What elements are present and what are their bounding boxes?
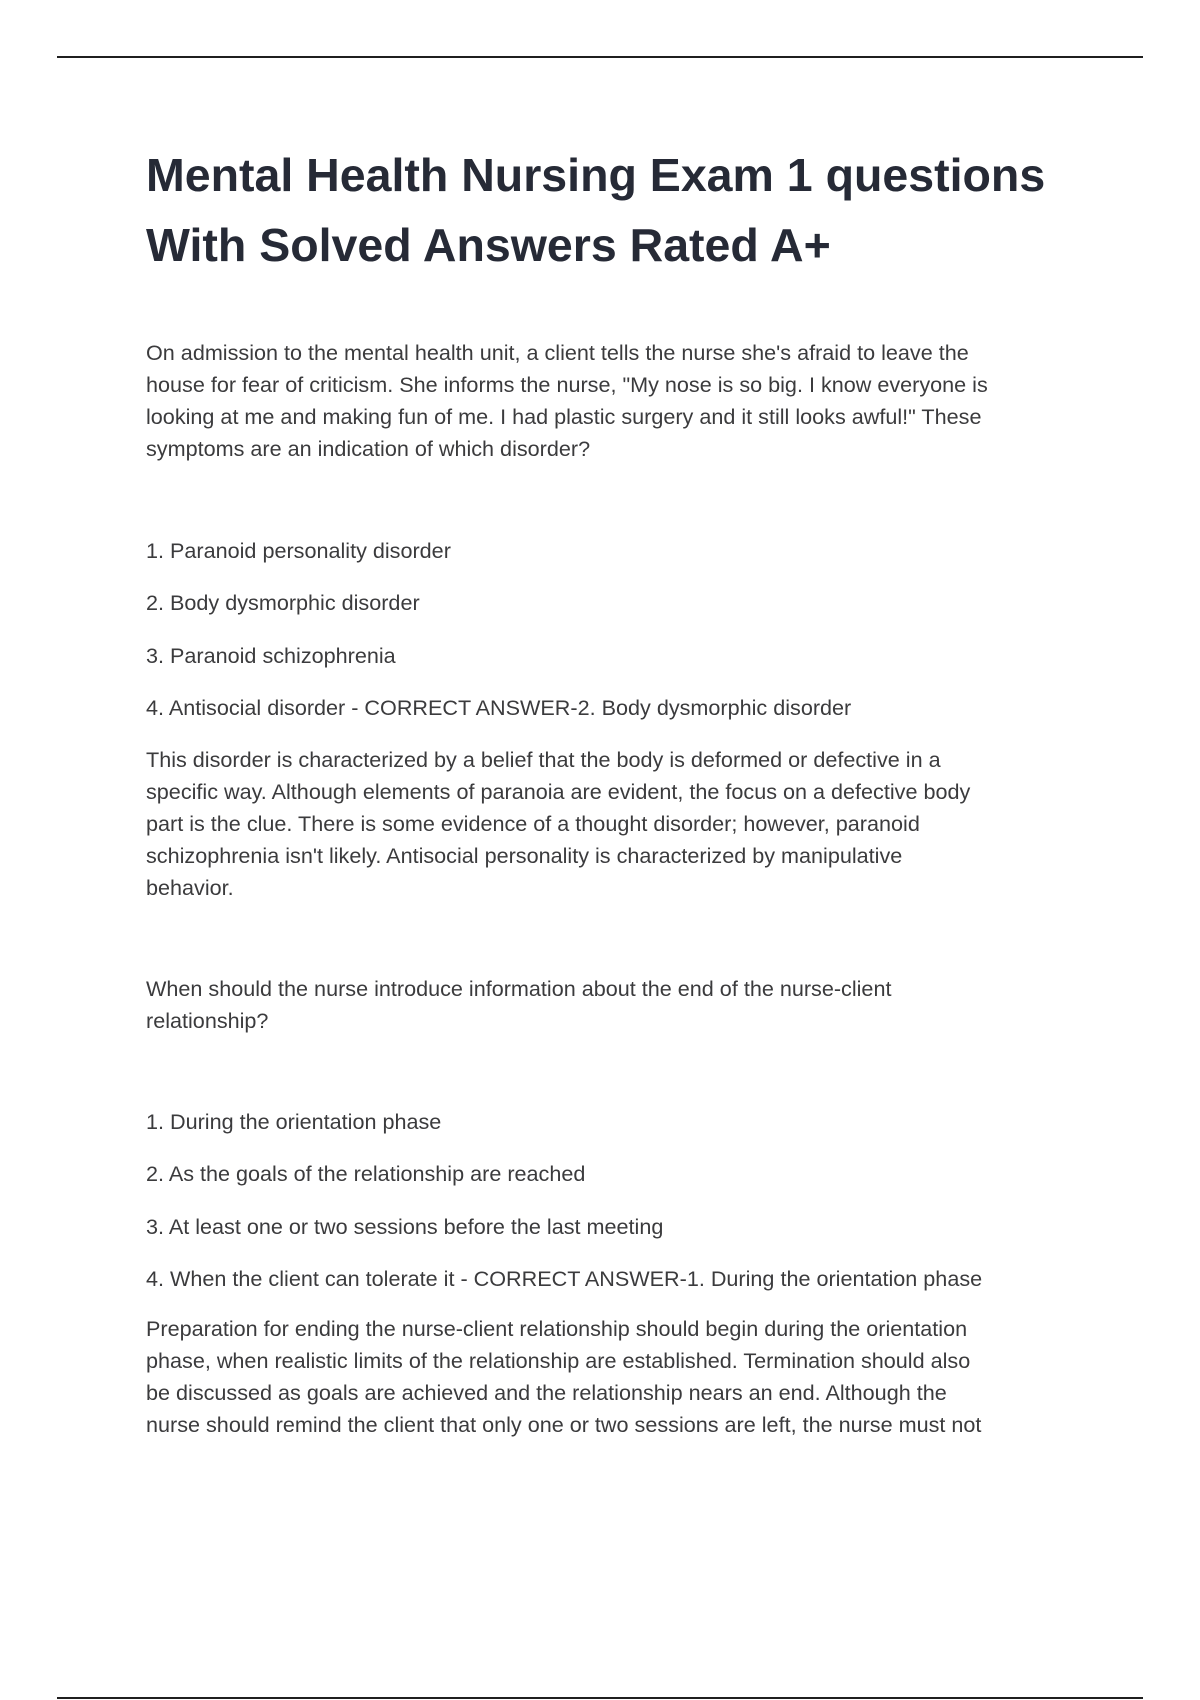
question-1-options	[146, 535, 851, 744]
document-title	[146, 140, 1045, 280]
option-item-with-answer: 4. When the client can tolerate it - CORRECT ANSWER-1. During the orientation phase	[146, 1265, 983, 1291]
explanation-line: schizophrenia isn't likely. Antisocial personality is characterized by manipulative	[146, 843, 903, 868]
question-2-options	[146, 1106, 982, 1315]
explanation-line: Preparation for ending the nurse-client relationship should begin during the orientation	[146, 1316, 968, 1341]
explanation-line: nurse should remind the client that only one or two sessions are left, the nurse must not	[146, 1412, 982, 1437]
explanation-line: be discussed as goals are achieved and the relationship nears an end. Although the	[146, 1380, 947, 1405]
explanation-line: specific way. Although elements of paranoia are evident, the focus on a defective body	[146, 779, 971, 804]
explanation-line: phase, when realistic limits of the relationship are established. Termination should also	[146, 1348, 971, 1373]
option-item: 1. During the orientation phase	[146, 1109, 442, 1134]
bottom-divider	[57, 1697, 1143, 1699]
option-item: 2. Body dysmorphic disorder	[146, 590, 420, 616]
option-item: 3. Paranoid schizophrenia	[146, 642, 396, 668]
title-line: Mental Health Nursing Exam 1 questions	[146, 149, 1046, 201]
explanation-line: This disorder is characterized by a belief that the body is deformed or defective in a	[146, 747, 941, 772]
explanation-line: part is the clue. There is some evidence of a thought disorder; however, paranoid	[146, 811, 920, 836]
option-item-with-answer: 4. Antisocial disorder - CORRECT ANSWER-2. Body dysmorphic disorder	[146, 694, 852, 720]
top-divider	[57, 56, 1143, 58]
question-line: On admission to the mental health unit, a client tells the nurse she's afraid to leave the	[146, 340, 969, 365]
title-line: With Solved Answers Rated A+	[146, 219, 831, 271]
question-line: relationship?	[146, 1008, 269, 1033]
question-line: symptoms are an indication of which disorder?	[146, 436, 591, 461]
option-item: 1. Paranoid personality disorder	[146, 538, 451, 563]
option-item: 2. As the goals of the relationship are reached	[146, 1161, 586, 1187]
question-1-text	[146, 337, 988, 465]
question-line: house for fear of criticism. She informs the nurse, "My nose is so big. I know everyone is	[146, 372, 988, 397]
question-2-text	[146, 973, 891, 1037]
question-line: When should the nurse introduce information about the end of the nurse-client	[146, 976, 892, 1001]
question-line: looking at me and making fun of me. I had plastic surgery and it still looks awful!" These	[146, 404, 982, 429]
option-item: 3. At least one or two sessions before the last meeting	[146, 1213, 664, 1239]
explanation-line: behavior.	[146, 875, 234, 900]
question-2-explanation	[146, 1313, 981, 1441]
question-1-explanation	[146, 744, 970, 904]
